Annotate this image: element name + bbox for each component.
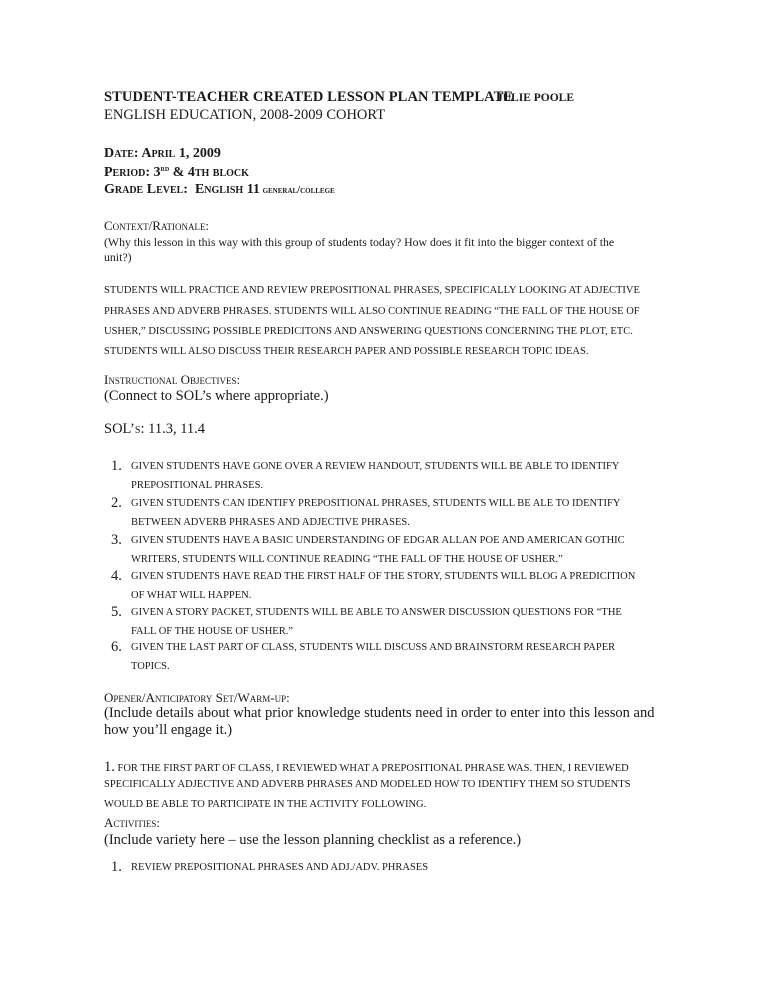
- opener-prompt-line-2: how you’ll engage it.): [104, 722, 233, 738]
- grade-level-line: [104, 182, 335, 198]
- activity-number: 1.: [111, 859, 122, 875]
- objective-number: 5.: [111, 604, 122, 620]
- objectives-prompt: (Connect to SOL’s where appropriate.): [104, 388, 329, 404]
- sol-values: 11.3, 11.4: [144, 421, 206, 437]
- document-page: STUDENT-TEACHER CREATED LESSON PLAN TEMPLATE JULIE POOLE ENGLISH EDUCATION, 2008-2009 COHORT Date: April 1, 2009 Period: 3rd & 4th block Grade Level: English 11 general/college Context/Rationale: (Why this lesson in this way with this group of students today? How does it fit into the bigger context of the unit?) STUDENTS WILL PRACTICE AND REVIEW PREPOSITIONAL PHRASES, SPECIFICALLY LOOKING AT ADJECTIVE PHRASES AND ADVERB PHRASES. STUDENTS WILL ALSO CONTINUE READING “THE FALL OF THE HOUSE OF USHER,” DISCUSSING POSSIBLE PREDICITONS AND ANSWERING QUESTIONS CONCERNING THE PLOT, ETC. STUDENTS WILL ALSO DISCUSS THEIR RESEARCH PAPER AND POSSIBLE RESEARCH TOPIC IDEAS. Instructional Objectives: (Connect to SOL’s where appropriate.) SOL’s: 11.3, 11.4 1. GIVEN STUDENTS HAVE GONE OVER A REVIEW HANDOUT, STUDENTS WILL BE ABLE TO IDENTIFY PREPOSITIONAL PHRASES. 2. GIVEN STUDENTS CAN IDENTIFY PREPOSITIONAL PHRASES, STUDENTS WILL BE ALE TO IDENTIFY BETWEEN ADVERB PHRASES AND ADJECTIVE PHRASES. 3. GIVEN STUDENTS HAVE A BASIC UNDERSTANDING OF EDGAR ALLAN POE AND AMERICAN GOTHIC WRITERS, STUDENTS WILL CONTINUE READING “THE FALL OF THE HOUSE OF USHER.” 4. GIVEN STUDENTS HAVE READ THE FIRST HALF OF THE STORY, STUDENTS WILL BLOG A PREDICITION OF WHAT WILL HAPPEN. 5. GIVEN A STORY PACKET, STUDENTS WILL BE ABLE TO ANSWER DISCUSSION QUESTIONS FOR “THE FALL OF THE HOUSE OF USHER.” 6. GIVEN THE LAST PART OF CLASS, STUDENTS WILL DISCUSS AND BRAINSTORM RESEARCH PAPER TOPICS. Opener/Anticipatory Set/Warm-up: (Include details about what prior knowledge students need in order to enter into this lesson and how you’ll engage it.) 1. FOR THE FIRST PART OF CLASS, I REVIEWED WHAT A PREPOSITIONAL PHRASE WAS. THEN, I REVIEWED SPECIFICALLY ADJECTIVE AND ADVERB PHRASES AND MODELED HOW TO IDENTIFY THEM SO STUDENTS WOULD BE ABLE TO PARTICIPATE IN THE ACTIVITY FOLLOWING. Activities: (Include variety here – use the lesson planning checklist as a reference.) 1. REVIEW PREPOSITIONAL PHRASES AND ADJ./ADV. PHRASES: [104, 89, 655, 875]
- context-heading: Context/Rationale:: [104, 218, 210, 233]
- objective-number: 2.: [111, 495, 122, 511]
- document-title: STUDENT-TEACHER CREATED LESSON PLAN TEMPLATE: [104, 89, 514, 105]
- opener-body-line-1: 1. FOR THE FIRST PART OF CLASS, I REVIEWED WHAT A PREPOSITIONAL PHRASE WAS. THEN, I REVIEWED: [104, 759, 629, 775]
- objective-number: 4.: [111, 568, 122, 584]
- activities-heading: Activities:: [104, 815, 160, 830]
- opener-body-line-2: SPECIFICALLY ADJECTIVE AND ADVERB PHRASES AND MODELED HOW TO IDENTIFY THEM SO STUDENTS: [104, 779, 631, 790]
- context-prompt-line-1: (Why this lesson in this way with this group of students today? How does it fit into the bigger context of the: [104, 235, 615, 249]
- grade-label: Grade Level:: [104, 182, 188, 197]
- objective-number: 6.: [111, 639, 122, 655]
- opener-heading: Opener/Anticipatory Set/Warm-up:: [104, 690, 290, 705]
- opener-prompt-line-1: (Include details about what prior knowledge students need in order to enter into this lesson and: [104, 705, 655, 721]
- period-value: 3rd & 4th block: [153, 164, 249, 180]
- activities-prompt: (Include variety here – use the lesson planning checklist as a reference.): [104, 832, 522, 848]
- context-body-line-3: USHER,” DISCUSSING POSSIBLE PREDICITONS AND ANSWERING QUESTIONS CONCERNING THE PLOT, ETC.: [104, 326, 633, 337]
- objectives-heading: Instructional Objectives:: [104, 372, 241, 387]
- objective-number: 3.: [111, 532, 122, 548]
- opener-body-line-3: WOULD BE ABLE TO PARTICIPATE IN THE ACTIVITY FOLLOWING.: [104, 799, 427, 810]
- period-label: Period:: [104, 165, 150, 180]
- author-name: JULIE POOLE: [497, 92, 575, 104]
- activity-text: REVIEW PREPOSITIONAL PHRASES AND ADJ./ADV. PHRASES: [131, 862, 429, 873]
- context-prompt-line-2: unit?): [104, 250, 132, 264]
- period-line: [104, 164, 249, 181]
- date-label: Date:: [104, 146, 139, 161]
- sol-line: [104, 421, 205, 438]
- document-subtitle: ENGLISH EDUCATION, 2008-2009 COHORT: [104, 107, 386, 123]
- sol-label: SOL’s:: [104, 421, 145, 437]
- date-value: April 1, 2009: [141, 146, 221, 161]
- context-body-line-4: STUDENTS WILL ALSO DISCUSS THEIR RESEARCH PAPER AND POSSIBLE RESEARCH TOPIC IDEAS.: [104, 346, 589, 357]
- grade-value: English 11 general/college: [194, 182, 335, 197]
- date-line: [104, 146, 221, 162]
- context-body-line-2: PHRASES AND ADVERB PHRASES. STUDENTS WILL ALSO CONTINUE READING “THE FALL OF THE HOUSE OF: [104, 306, 640, 317]
- objective-number: 1.: [111, 458, 122, 474]
- context-body-line-1: STUDENTS WILL PRACTICE AND REVIEW PREPOSITIONAL PHRASES, SPECIFICALLY LOOKING AT ADJECTIVE: [104, 285, 640, 296]
